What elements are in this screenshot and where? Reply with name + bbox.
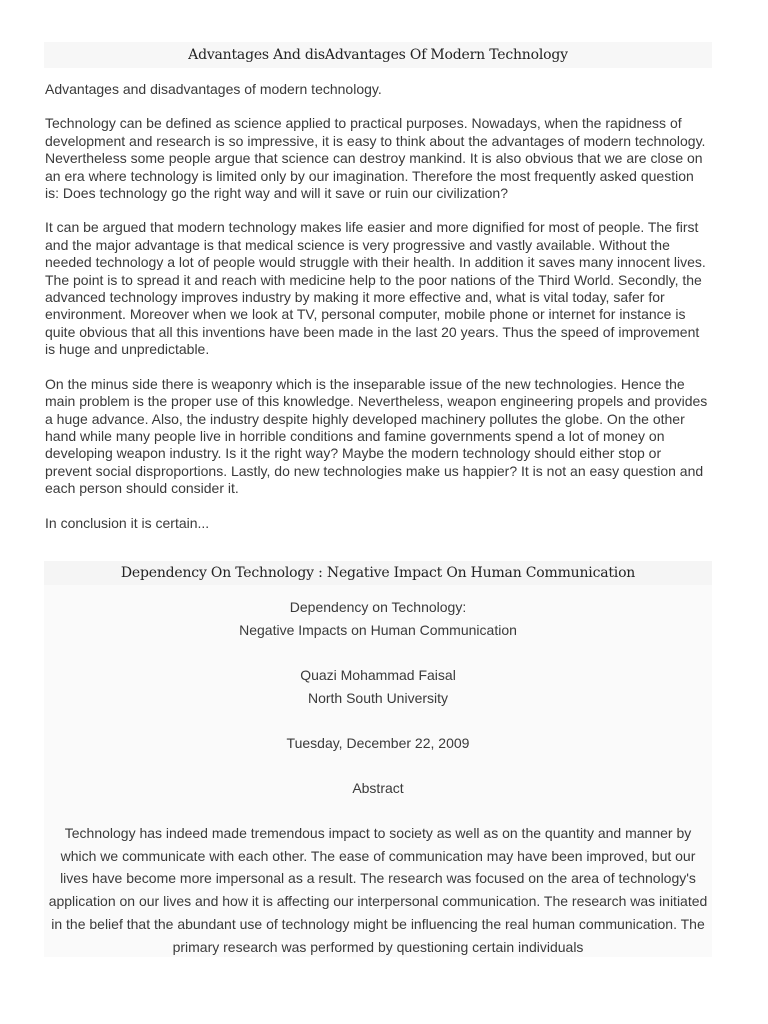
paper-front-matter: [44, 596, 712, 822]
paper-date: Tuesday, December 22, 2009: [286, 735, 470, 751]
abstract-label: Abstract: [352, 780, 404, 796]
paper-heading-line2: Negative Impacts on Human Communication: [239, 622, 517, 638]
paper-heading-line1: Dependency on Technology:: [289, 599, 467, 615]
paper-section: [44, 561, 712, 957]
essay-paragraph: On the minus side there is weaponry which is the inseparable issue of the new technologies. Hence the main problem is the proper use of this knowledge. Nevertheless, weapon engineering propels and provides a huge advance. Also, the industry despite highly developed machinery pollutes the globe. On the other hand while many people live in horrible conditions and famine governments spend a lot of money on developing weapon industry. Is it the right way? Maybe the modern technology should either stop or prevent social disproportions. Lastly, do new technologies make us happier? It is not an easy question and each person should consider it.: [45, 375, 708, 497]
essay-conclusion: In conclusion it is certain...: [45, 514, 210, 531]
essay-title[interactable]: Advantages And disAdvantages Of Modern Technology: [44, 42, 712, 68]
essay-paragraph: Technology can be defined as science applied to practical purposes. Nowadays, when the rapidness of development and research is so impressive, it is easy to think about the advantages of modern technology. Nevertheless some people argue that science can destroy mankind. It is also obvious that we are close on an era where technology is limited only by our imagination. Therefore the most frequently asked question is: Does technology go the right way and will it save or ruin our civilization?: [45, 115, 706, 202]
essay-intro: Advantages and disadvantages of modern technology.: [45, 81, 382, 97]
paper-title[interactable]: Dependency On Technology : Negative Impact On Human Communication: [44, 561, 712, 585]
paper-author: Quazi Mohammad Faisal: [300, 667, 456, 683]
abstract-text: Technology has indeed made tremendous impact to society as well as on the quantity and manner by which we communicate with each other. The ease of communication may have been improved, but our lives have become more impersonal as a result. The research was focused on the area of technology's application on our lives and how it is affecting our interpersonal communication. The research was initiated in the belief that the abundant use of technology might be influencing the real human communication. The primary research was performed by questioning certain individuals: [48, 825, 708, 955]
essay-body: [44, 81, 712, 532]
essay-section: [44, 42, 712, 549]
essay-paragraph: It can be argued that modern technology makes life easier and more dignified for most of people. The first and the major advantage is that medical science is very progressive and vastly available. Without the needed technology a lot of people would struggle with their health. In addition it saves many innocent lives. The point is to spread it and reach with medicine help to the poor nations of the Third World. Secondly, the advanced technology improves industry by making it more effective and, what is vital today, safer for environment. Moreover when we look at TV, personal computer, mobile phone or internet for instance is quite obvious that all this inventions have been made in the last 20 years. Thus the speed of improvement is huge and unpredictable.: [45, 219, 706, 358]
paper-institution: North South University: [307, 690, 449, 706]
